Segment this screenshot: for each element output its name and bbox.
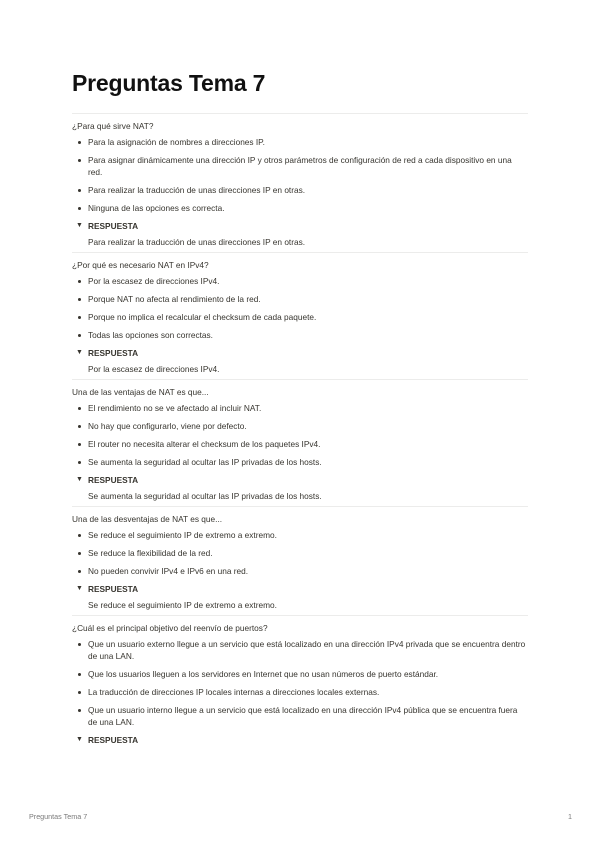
triangle-down-icon: ▼ xyxy=(76,476,83,483)
questions-list xyxy=(72,113,528,750)
option-item: Por la escasez de direcciones IPv4. xyxy=(72,275,528,287)
answer-toggle-label: RESPUESTA xyxy=(88,348,139,358)
option-item: El rendimiento no se ve afectado al incluir NAT. xyxy=(72,402,528,414)
option-item: Se aumenta la seguridad al ocultar las IP privadas de los hosts. xyxy=(72,456,528,468)
triangle-down-icon: ▼ xyxy=(76,736,83,743)
option-item: Ninguna de las opciones es correcta. xyxy=(72,202,528,214)
answer-toggle[interactable] xyxy=(72,734,528,746)
option-item: No hay que configurarlo, viene por defecto. xyxy=(72,420,528,432)
option-item: Para realizar la traducción de unas direcciones IP en otras. xyxy=(72,184,528,196)
option-item: Se reduce el seguimiento IP de extremo a extremo. xyxy=(72,529,528,541)
option-item: La traducción de direcciones IP locales internas a direcciones locales externas. xyxy=(72,686,528,698)
question-text: Una de las desventajas de NAT es que... xyxy=(72,514,223,524)
options-list xyxy=(72,529,528,577)
option-item: Porque no implica el recalcular el checksum de cada paquete. xyxy=(72,311,528,323)
page-number: 1 xyxy=(568,812,572,821)
answer-text: Por la escasez de direcciones IPv4. xyxy=(88,364,220,374)
triangle-down-icon: ▼ xyxy=(76,222,83,229)
option-item: El router no necesita alterar el checksum de los paquetes IPv4. xyxy=(72,438,528,450)
answer-toggle-label: RESPUESTA xyxy=(88,221,139,231)
question-block xyxy=(72,252,528,375)
options-list xyxy=(72,136,528,214)
option-item: No pueden convivir IPv4 e IPv6 en una red. xyxy=(72,565,528,577)
question-block xyxy=(72,506,528,611)
option-item: Todas las opciones son correctas. xyxy=(72,329,528,341)
answer-text: Se aumenta la seguridad al ocultar las IP privadas de los hosts. xyxy=(88,491,322,501)
question-text: ¿Cuál es el principal objetivo del reenvío de puertos? xyxy=(72,623,268,633)
answer-text: Se reduce el seguimiento IP de extremo a extremo. xyxy=(88,600,277,610)
question-block xyxy=(72,615,528,746)
option-item: Para la asignación de nombres a direcciones IP. xyxy=(72,136,528,148)
option-item: Se reduce la flexibilidad de la red. xyxy=(72,547,528,559)
question-text: Una de las ventajas de NAT es que... xyxy=(72,387,209,397)
answer-toggle-label: RESPUESTA xyxy=(88,475,139,485)
answer-toggle[interactable] xyxy=(72,347,528,359)
answer-toggle-label: RESPUESTA xyxy=(88,735,139,745)
question-block xyxy=(72,379,528,502)
option-item: Para asignar dinámicamente una dirección IP y otros parámetros de configuración de red a cada dispositivo en una red. xyxy=(72,154,528,178)
question-block xyxy=(72,113,528,248)
footer-title: Preguntas Tema 7 xyxy=(29,812,88,821)
answer-toggle[interactable] xyxy=(72,474,528,486)
triangle-down-icon: ▼ xyxy=(76,349,83,356)
option-item: Que un usuario externo llegue a un servicio que está localizado en una dirección IPv4 privada que se encuentra dentro de una LAN. xyxy=(72,638,528,662)
answer-toggle[interactable] xyxy=(72,220,528,232)
options-list xyxy=(72,402,528,468)
answer-text: Para realizar la traducción de unas direcciones IP en otras. xyxy=(88,237,306,247)
options-list xyxy=(72,275,528,341)
question-text: ¿Para qué sirve NAT? xyxy=(72,121,154,131)
answer-toggle-label: RESPUESTA xyxy=(88,584,139,594)
options-list xyxy=(72,638,528,728)
triangle-down-icon: ▼ xyxy=(76,585,83,592)
option-item: Que un usuario interno llegue a un servicio que está localizado en una dirección IPv4 pública que se encuentra fuera de una LAN. xyxy=(72,704,528,728)
option-item: Porque NAT no afecta al rendimiento de la red. xyxy=(72,293,528,305)
answer-toggle[interactable] xyxy=(72,583,528,595)
option-item: Que los usuarios lleguen a los servidores en Internet que no usan números de puerto estándar. xyxy=(72,668,528,680)
page-title: Preguntas Tema 7 xyxy=(72,70,266,96)
question-text: ¿Por qué es necesario NAT en IPv4? xyxy=(72,260,209,270)
